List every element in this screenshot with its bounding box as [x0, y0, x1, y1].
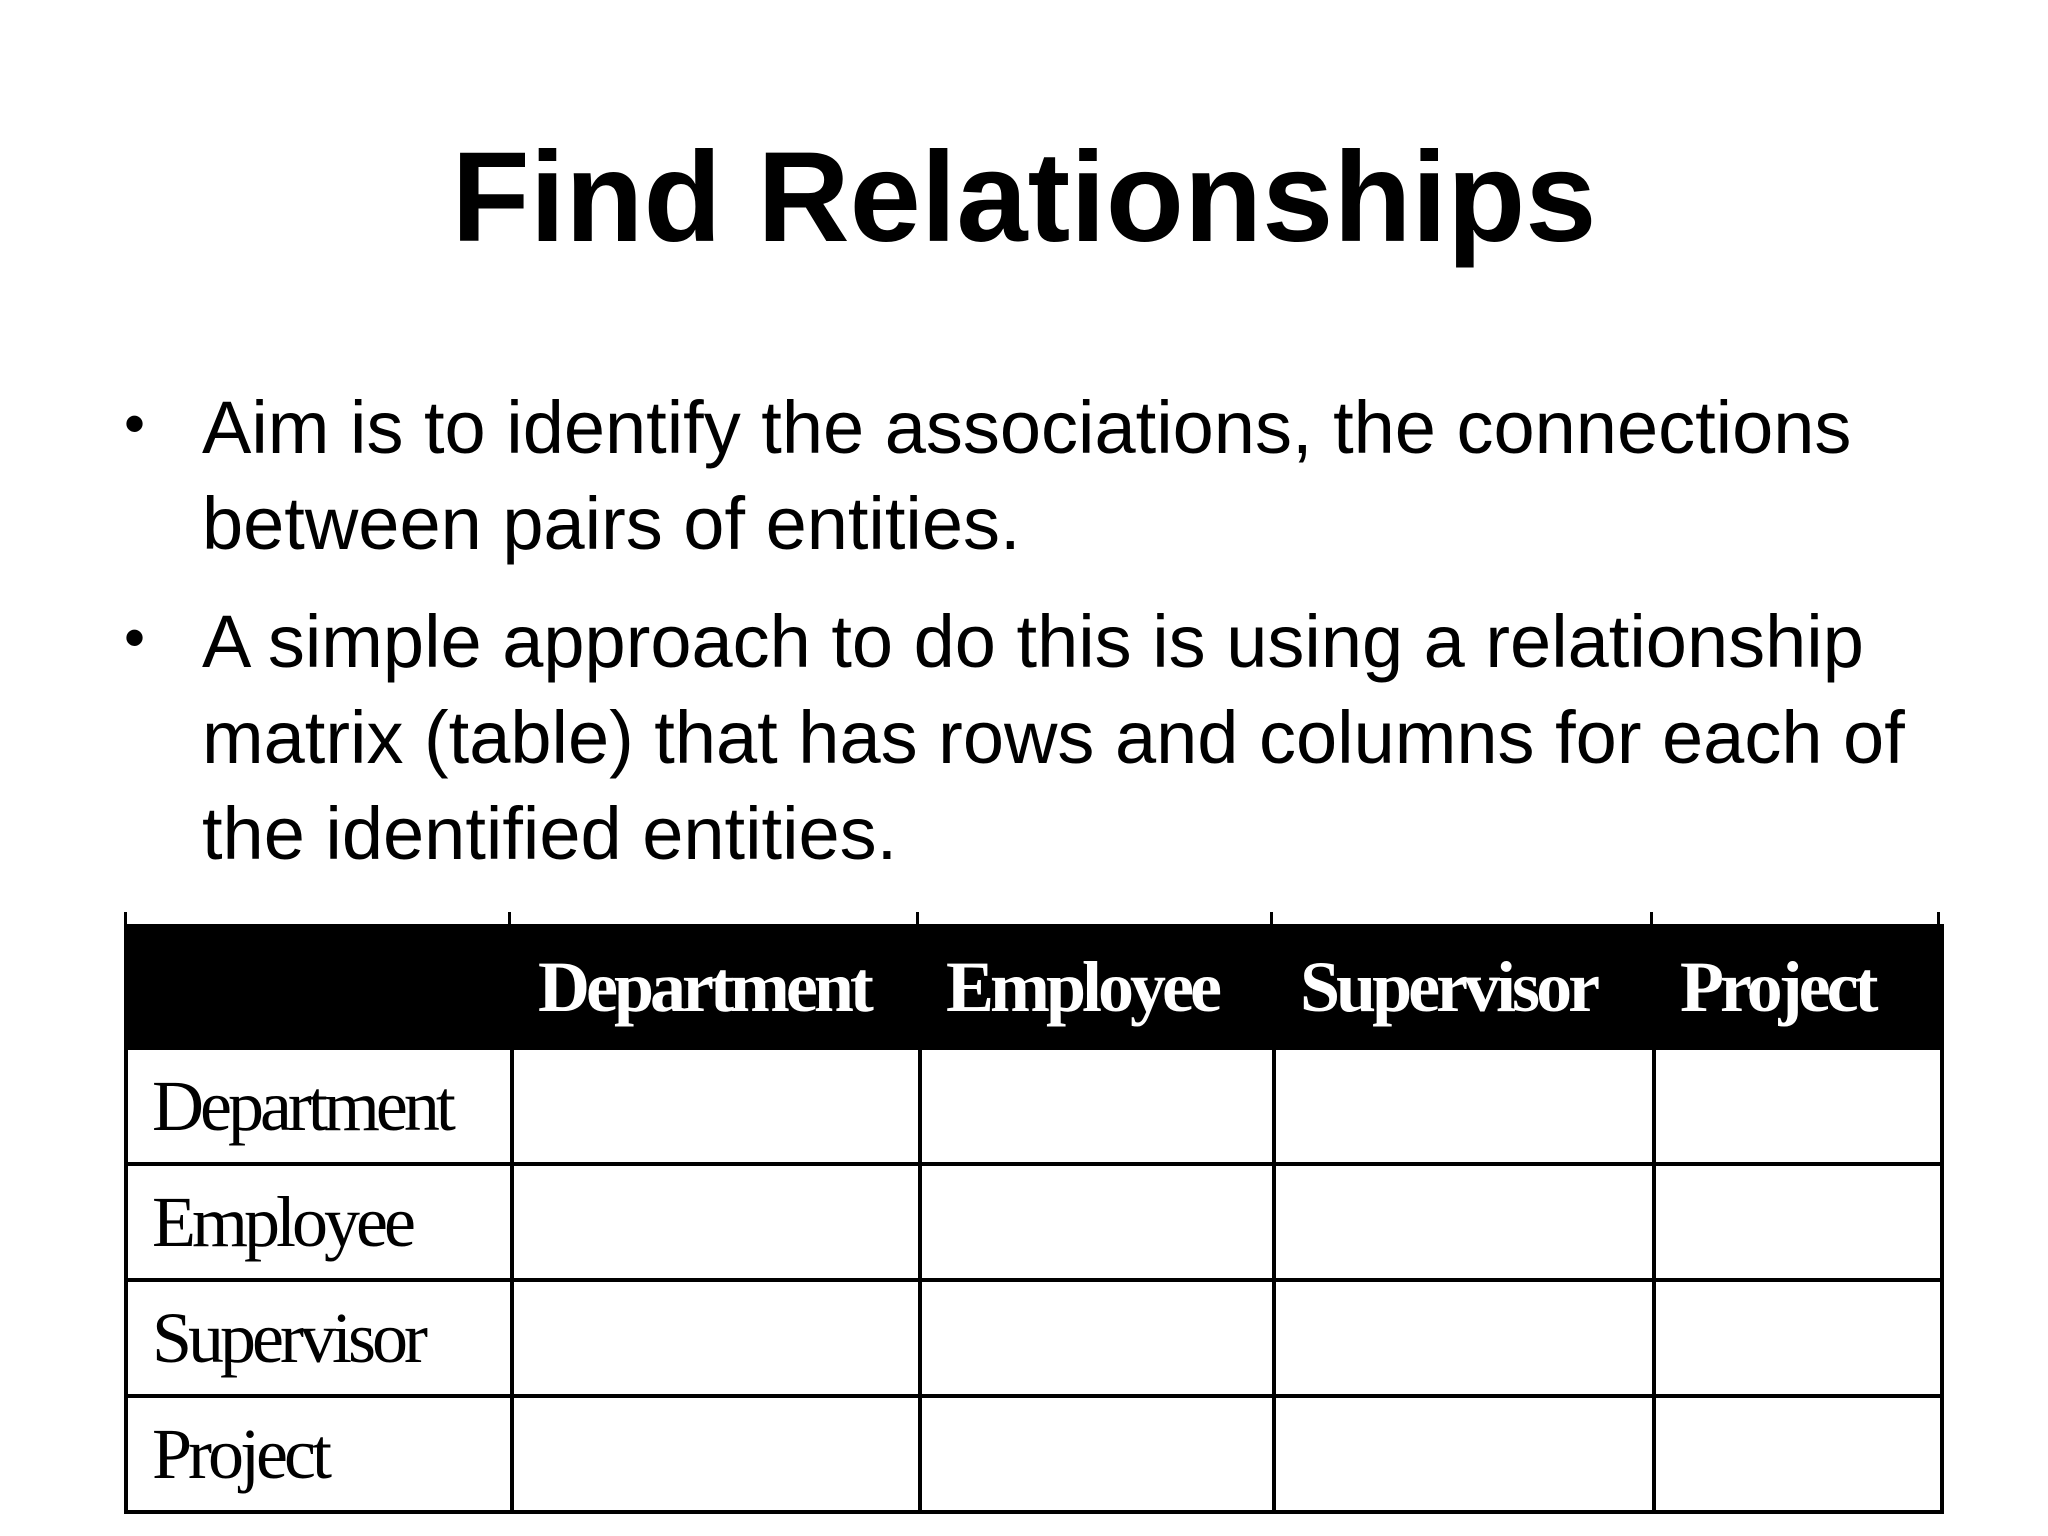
- matrix-cell: [920, 1280, 1274, 1396]
- matrix-cell: [512, 1164, 920, 1280]
- row-header-supervisor: Supervisor: [126, 1280, 512, 1396]
- bullet-text: Aim is to identify the associations, the connections between pairs of entities.: [202, 386, 1852, 565]
- tick-mark: [1937, 912, 1940, 924]
- bullet-dot-icon: •: [124, 390, 146, 457]
- matrix-table: [124, 924, 1944, 1514]
- matrix-top-ticks: [124, 912, 1940, 924]
- matrix-cell: [1654, 1048, 1942, 1164]
- matrix-header-row: [126, 926, 1942, 1048]
- matrix-cell: [1274, 1396, 1654, 1512]
- matrix-cell: [512, 1396, 920, 1512]
- table-row: [126, 1280, 1942, 1396]
- row-header-department: Department: [126, 1048, 512, 1164]
- matrix-cell: [1274, 1164, 1654, 1280]
- matrix-cell: [1654, 1280, 1942, 1396]
- bullet-text: A simple approach to do this is using a relationship matrix (table) that has rows and columns for each of the identified entities.: [202, 600, 1905, 875]
- matrix-cell: [920, 1396, 1274, 1512]
- matrix-corner-cell: [126, 926, 512, 1048]
- tick-mark: [1270, 912, 1273, 924]
- table-row: [126, 1048, 1942, 1164]
- matrix-cell: [920, 1048, 1274, 1164]
- bullet-list: [120, 380, 1960, 904]
- slide-title: Find Relationships: [451, 126, 1597, 269]
- tick-mark: [916, 912, 919, 924]
- table-row: [126, 1164, 1942, 1280]
- table-row: [126, 1396, 1942, 1512]
- matrix-cell: [512, 1280, 920, 1396]
- row-header-project: Project: [126, 1396, 512, 1512]
- row-header-employee: Employee: [126, 1164, 512, 1280]
- column-header-supervisor: Supervisor: [1274, 926, 1654, 1048]
- bullet-dot-icon: •: [124, 604, 146, 671]
- tick-mark: [508, 912, 511, 924]
- matrix-cell: [512, 1048, 920, 1164]
- matrix-cell: [920, 1164, 1274, 1280]
- column-header-employee: Employee: [920, 926, 1274, 1048]
- column-header-department: Department: [512, 926, 920, 1048]
- tick-mark: [124, 912, 127, 924]
- bullet-item: [120, 380, 1960, 572]
- matrix-cell: [1654, 1164, 1942, 1280]
- matrix-cell: [1274, 1048, 1654, 1164]
- matrix-cell: [1274, 1280, 1654, 1396]
- column-header-project: Project: [1654, 926, 1942, 1048]
- tick-mark: [1650, 912, 1653, 924]
- matrix-cell: [1654, 1396, 1942, 1512]
- bullet-item: [120, 594, 1960, 882]
- relationship-matrix: [124, 912, 1940, 1514]
